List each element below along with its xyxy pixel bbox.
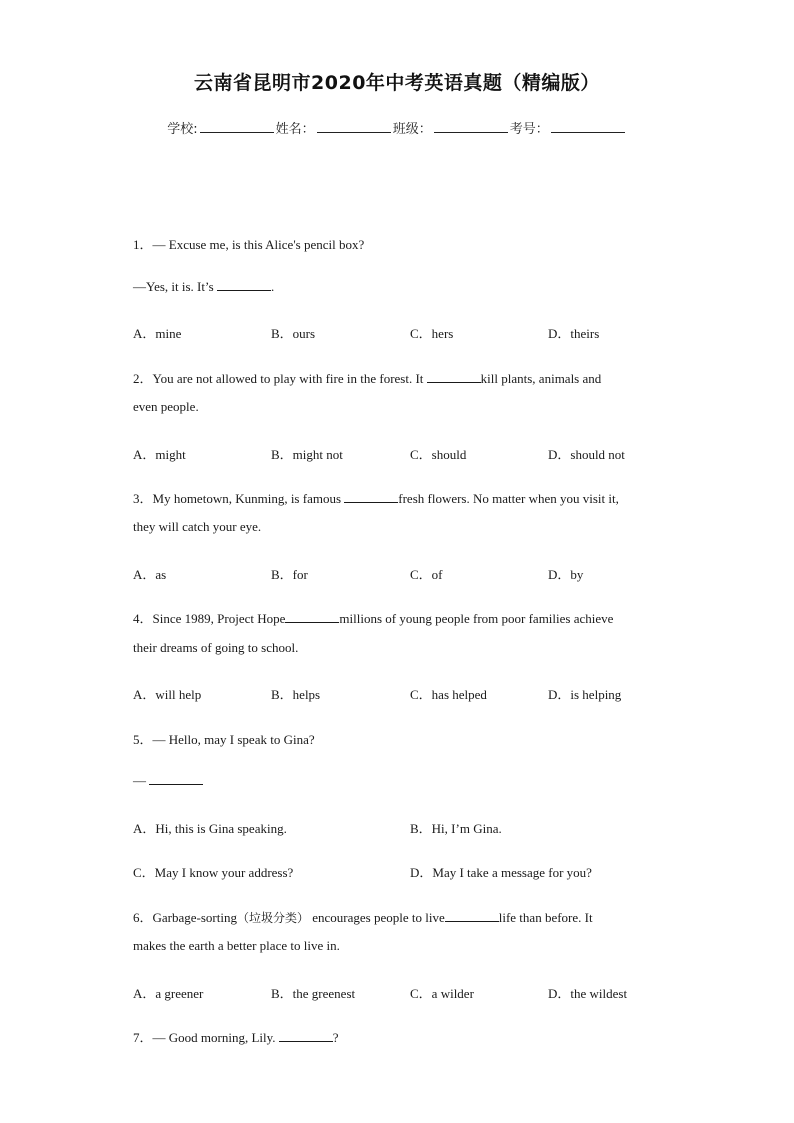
question-3-number: 3．	[133, 491, 153, 506]
question-3-option-d[interactable]: D．by	[548, 567, 584, 582]
question-7-text-pre: — Good morning, Lily.	[152, 1030, 276, 1045]
question-5-option-d[interactable]: D．May I take a message for you?	[410, 865, 592, 880]
question-6-option-b[interactable]: B．the greenest	[271, 986, 356, 1001]
question-3-option-b[interactable]: B．for	[271, 567, 308, 582]
question-2-number: 2．	[133, 371, 153, 386]
question-7-number: 7．	[133, 1030, 153, 1045]
question-2-text-post: kill plants, animals and	[480, 371, 602, 386]
name-blank[interactable]	[317, 120, 391, 133]
name-field	[276, 118, 393, 137]
question-2-option-d[interactable]: D．should not	[548, 447, 625, 462]
question-6-option-c[interactable]: C．a wilder	[410, 986, 474, 1001]
question-2-option-b[interactable]: B．might not	[271, 447, 343, 462]
question-6-option-a[interactable]: A．a greener	[133, 986, 204, 1001]
exam-no-field	[510, 118, 627, 137]
question-5-option-a[interactable]: A．Hi, this is Gina speaking.	[133, 821, 287, 836]
question-4-line-1	[133, 608, 613, 627]
question-1-option-b[interactable]: B．ours	[271, 326, 316, 341]
question-6-option-d[interactable]: D．the wildest	[548, 986, 628, 1001]
question-1-number: 1．	[133, 237, 153, 252]
exam-no-blank[interactable]	[551, 120, 625, 133]
question-7-blank[interactable]	[279, 1030, 333, 1042]
question-1-blank[interactable]	[217, 279, 271, 291]
class-field	[393, 118, 510, 137]
question-1-option-c[interactable]: C．hers	[410, 326, 454, 341]
question-5-line-1	[133, 729, 315, 748]
question-6-number: 6．	[133, 910, 153, 925]
student-info-row	[0, 118, 794, 137]
question-4-text-pre: Since 1989, Project Hope	[152, 611, 286, 626]
class-blank[interactable]	[434, 120, 508, 133]
question-1-line-2	[133, 279, 274, 295]
question-2-line-1	[133, 368, 601, 387]
question-5-dash: —	[133, 773, 146, 788]
question-1-line-1	[133, 234, 364, 253]
question-2-text-pre: You are not allowed to play with fire in the forest. It	[152, 371, 424, 386]
question-3-option-a[interactable]: A．as	[133, 567, 167, 582]
question-2-blank[interactable]	[427, 371, 481, 383]
question-5-option-c[interactable]: C．May I know your address?	[133, 865, 294, 880]
question-6-line-1	[133, 907, 593, 926]
question-6-line-2: makes the earth a better place to live in.	[133, 938, 340, 953]
name-label: 姓名：	[275, 122, 315, 137]
question-2-option-c[interactable]: C．should	[410, 447, 467, 462]
question-4-option-c[interactable]: C．has helped	[410, 687, 487, 702]
question-4-text-post: millions of young people from poor families achieve	[339, 611, 614, 626]
question-4-line-2: their dreams of going to school.	[133, 640, 299, 655]
question-5-line-2	[133, 773, 203, 789]
question-6-text-cn: （垃圾分类）	[236, 911, 309, 925]
page-title: 云南省昆明市2020年中考英语真题（精编版）	[194, 72, 600, 94]
question-6-text-pre: Garbage-sorting	[152, 910, 237, 925]
question-4-number: 4．	[133, 611, 153, 626]
question-6-text-post: life than before. It	[498, 910, 593, 925]
question-7-line-1	[133, 1027, 339, 1046]
school-blank[interactable]	[200, 120, 274, 133]
question-6-text-mid: encourages people to live	[312, 910, 445, 925]
class-label: 班级：	[392, 122, 432, 137]
exam-no-label: 考号：	[509, 122, 549, 137]
question-1-option-d[interactable]: D．theirs	[548, 326, 600, 341]
question-4-blank[interactable]	[285, 611, 339, 623]
question-1-answer-text: —Yes, it is. It’s	[133, 279, 214, 294]
question-5-blank[interactable]	[149, 773, 203, 785]
question-3-line-1	[133, 488, 619, 507]
question-1-period: .	[270, 279, 275, 294]
question-5-text: — Hello, may I speak to Gina?	[152, 732, 315, 747]
question-3-line-2: they will catch your eye.	[133, 519, 262, 534]
question-3-blank[interactable]	[344, 491, 398, 503]
school-label: 学校:	[167, 122, 198, 137]
school-field	[167, 118, 275, 137]
question-3-option-c[interactable]: C．of	[410, 567, 443, 582]
question-2-line-2: even people.	[133, 399, 199, 414]
question-4-option-a[interactable]: A．will help	[133, 687, 202, 702]
question-5-number: 5．	[133, 732, 153, 747]
question-1-text: — Excuse me, is this Alice's pencil box?	[152, 237, 365, 252]
question-2-option-a[interactable]: A．might	[133, 447, 186, 462]
question-4-option-d[interactable]: D．is helping	[548, 687, 622, 702]
question-4-option-b[interactable]: B．helps	[271, 687, 321, 702]
question-1-option-a[interactable]: A．mine	[133, 326, 182, 341]
question-6-blank[interactable]	[445, 910, 499, 922]
question-5-option-b[interactable]: B．Hi, I’m Gina.	[410, 821, 502, 836]
question-3-text-post: fresh flowers. No matter when you visit it,	[398, 491, 619, 506]
question-3-text-pre: My hometown, Kunming, is famous	[152, 491, 342, 506]
question-7-text-post: ?	[332, 1030, 339, 1045]
